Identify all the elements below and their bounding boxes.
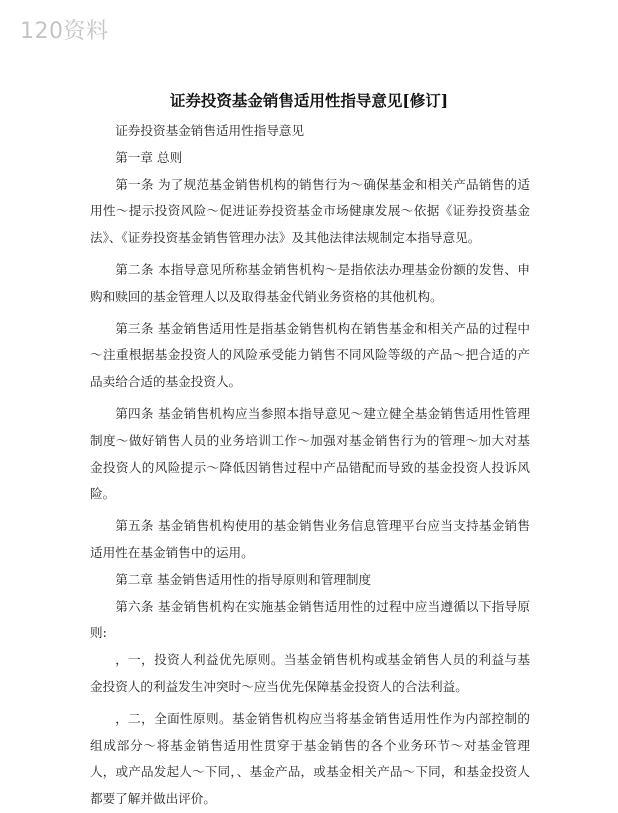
chapter-heading: 第一章 总则	[115, 149, 183, 165]
paragraph: 第一条 为了规范基金销售机构的销售行为～确保基金和相关产品销售的适用性～提示投资风险～促进证券投资基金市场健康发展～依据《证券投资基金法》、《证券投资基金销售管理办法》及其他法律法规制定本指导意见。	[90, 176, 530, 246]
paragraph: 第三条 基金销售适用性是指基金销售机构在销售基金和相关产品的过程中～注重根据基金投资人的风险承受能力销售不同风险等级的产品～把合适的产品卖给合适的基金投资人。	[90, 320, 530, 390]
paragraph: ，一，投资人利益优先原则。当基金销售机构或基金销售人员的利益与基金投资人的利益发生冲突时～应当优先保障基金投资人的合法利益。	[90, 652, 530, 694]
paragraph: 第二条 本指导意见所称基金销售机构～是指依法办理基金份额的发售、申购和赎回的基金管理人以及取得基金代销业务资格的其他机构。	[90, 261, 530, 304]
paragraph: 第五条 基金销售机构使用的基金销售业务信息管理平台应当支持基金销售适用性在基金销售中的运用。	[90, 518, 530, 560]
paragraph: 证券投资基金销售适用性指导意见	[115, 123, 305, 138]
paragraph: 第六条 基金销售机构在实施基金销售适用性的过程中应当遵循以下指导原则:	[90, 598, 530, 641]
paragraph: ，二，全面性原则。基金销售机构应当将基金销售适用性作为内部控制的组成部分～将基金销售适用性贯穿于基金销售的各个业务环节～对基金管理人，或产品发起人～下同，、基金产品，或基金相关产品～下同，和基金投资人都要了解并做出评价。	[90, 710, 530, 807]
paragraph: 第四条 基金销售机构应当参照本指导意见～建立健全基金销售适用性管理制度～做好销售人员的业务培训工作～加强对基金销售行为的管理～加大对基金投资人的风险提示～降低因销售过程中产品错配而导致的基金投资人投诉风险。	[90, 405, 530, 502]
watermark: 120资料	[20, 19, 109, 44]
chapter-heading: 第二章 基金销售适用性的指导原则和管理制度	[115, 571, 372, 587]
document-title: 证券投资基金销售适用性指导意见[修订]	[169, 91, 449, 110]
document-body	[90, 118, 530, 813]
